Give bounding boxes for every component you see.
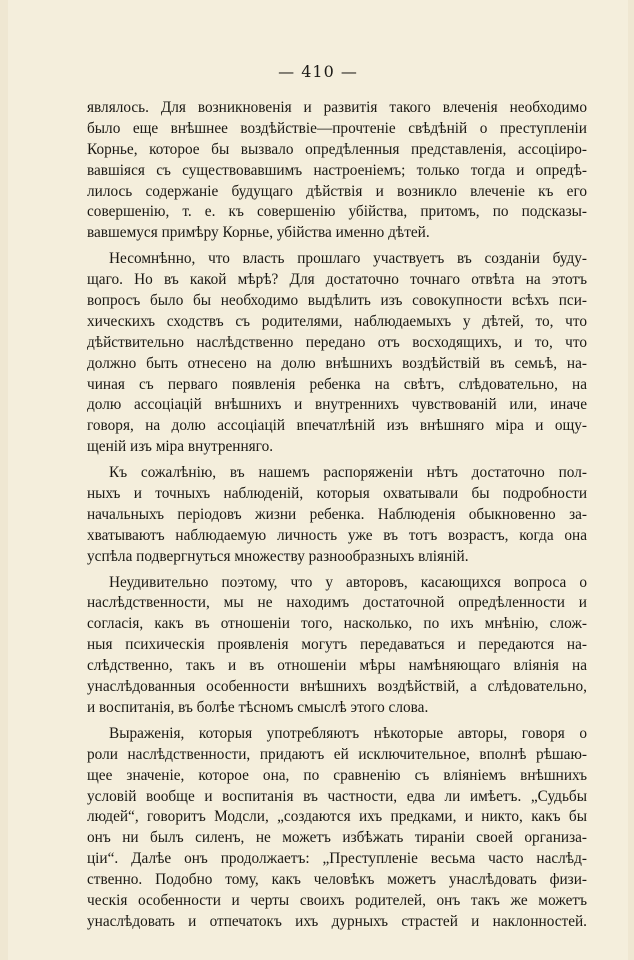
text-line: роли наслѣдственности, придаютъ ей исключительное, вполнѣ рѣшаю- [87,745,587,763]
text-line: ческія особенности и черты своихъ родителей, онъ такъ же можетъ [87,891,587,909]
text-line: успѣла подвергнуться множеству разнообразныхъ вліяній. [87,547,469,565]
text-line: вавшемуся примѣру Корнье, убійства именно дѣтей. [87,224,430,242]
text-line: унаслѣдованныя особенности внѣшнихъ воздѣйствій, а слѣдовательно, [87,678,587,696]
text-line: щаго. Но въ какой мѣрѣ? Для достаточно точнаго отвѣта на этотъ [87,271,587,289]
text-line: начальныхъ періодовъ жизни ребенка. Наблюденія обыкновенно за- [87,505,587,523]
text-line: и воспитанія, въ болѣе тѣсномъ смыслѣ этого слова. [87,698,429,716]
text-line: дѣйствительно наслѣдственно передано отъ восходящихъ, и то, что [87,333,587,351]
page-number: — 410 — [278,62,358,81]
text-line: говоря, на долю ассоціацій впечатлѣній изъ внѣшняго міра и ощу- [87,417,587,435]
text-line: Къ сожалѣнію, въ нашемъ распоряженіи нѣтъ достаточно пол- [109,464,587,482]
text-line: хватываютъ наблюдаемую личность уже въ тотъ возрастъ, когда она [87,526,587,544]
paragraph-3 [87,463,587,567]
text-line: совершенію, т. е. къ совершенію убійства, притомъ, по подсказы- [87,203,587,221]
text-line: унаслѣдовать и отпечатокъ ихъ дурныхъ страстей и наклонностей. [87,912,587,930]
text-line: чиная съ перваго появленія ребенка на свѣтъ, слѣдовательно, на [87,375,587,393]
body-text [87,98,587,938]
text-line: было еще внѣшнее воздѣйствіе—прочтеніе свѣдѣній о преступленіи [87,119,587,137]
paragraph-1 [87,98,587,244]
text-line: условій вообще и воспитанія въ частности, едва ли имѣетъ. „Судьбы [87,787,587,805]
text-line: долю ассоціацій внѣшнихъ и внутреннихъ чувствованій или, иначе [87,396,587,414]
text-line: людей“, говоритъ Модсли, „создаются ихъ предками, и никто, какъ бы [87,808,587,826]
text-line: лилось содержаніе будущаго дѣйствія и возникло влеченіе къ его [87,182,587,200]
text-line: Выраженія, которыя употребляютъ нѣкоторые авторы, говоря о [109,724,587,742]
text-line: должно быть отнесено на долю внѣшнихъ воздѣйствій въ семьѣ, на- [87,354,587,372]
text-line: Несомнѣнно, что власть прошлаго участвуетъ въ созданіи буду- [109,250,587,268]
text-line: ціи“. Далѣе онъ продолжаетъ: „Преступленіе весьма часто наслѣд- [87,850,587,868]
text-line: ныя психическія проявленія могутъ передаваться и передаются на- [87,636,587,654]
book-page [8,0,628,960]
paragraph-5 [87,724,587,933]
paragraph-2 [87,249,587,458]
text-line: Корнье, которое бы вызвало опредѣленныя представленія, ассоціиро- [87,140,587,158]
text-line: онъ ни былъ силенъ, не можетъ избѣжать тираніи своей организа- [87,829,587,847]
text-line: хическихъ сходствъ съ родителями, наблюдаемыхъ у дѣтей, то, что [87,312,587,330]
text-line: согласія, какъ въ отношеніи того, насколько, по ихъ мнѣнію, слож- [87,615,587,633]
text-line: слѣдственно, такъ и въ отношеніи мѣры намѣняющаго вліянія на [87,657,587,675]
paragraph-4 [87,573,587,719]
text-line: ныхъ и точныхъ наблюденій, которыя охватывали бы подробности [87,485,587,503]
text-line: вопросъ было бы необходимо выдѣлить изъ совокупности всѣхъ пси- [87,292,587,310]
text-line: ственно. Подобно тому, какъ человѣкъ можетъ унаслѣдовать физи- [87,871,587,889]
text-line: являлось. Для возникновенія и развитія такого влеченія необходимо [87,99,587,116]
text-line: наслѣдственности, мы не находимъ достаточной опредѣленности и [87,594,587,612]
text-line: щеній изъ міра внутренняго. [87,438,274,456]
text-line: Неудивительно поэтому, что у авторовъ, касающихся вопроса о [109,573,587,591]
text-line: вавшіяся съ существовавшимъ настроеніемъ; только тогда и опредѣ- [87,161,587,179]
text-line: щее значеніе, которое она, по сравненію съ вліяніемъ внѣшнихъ [87,766,587,784]
